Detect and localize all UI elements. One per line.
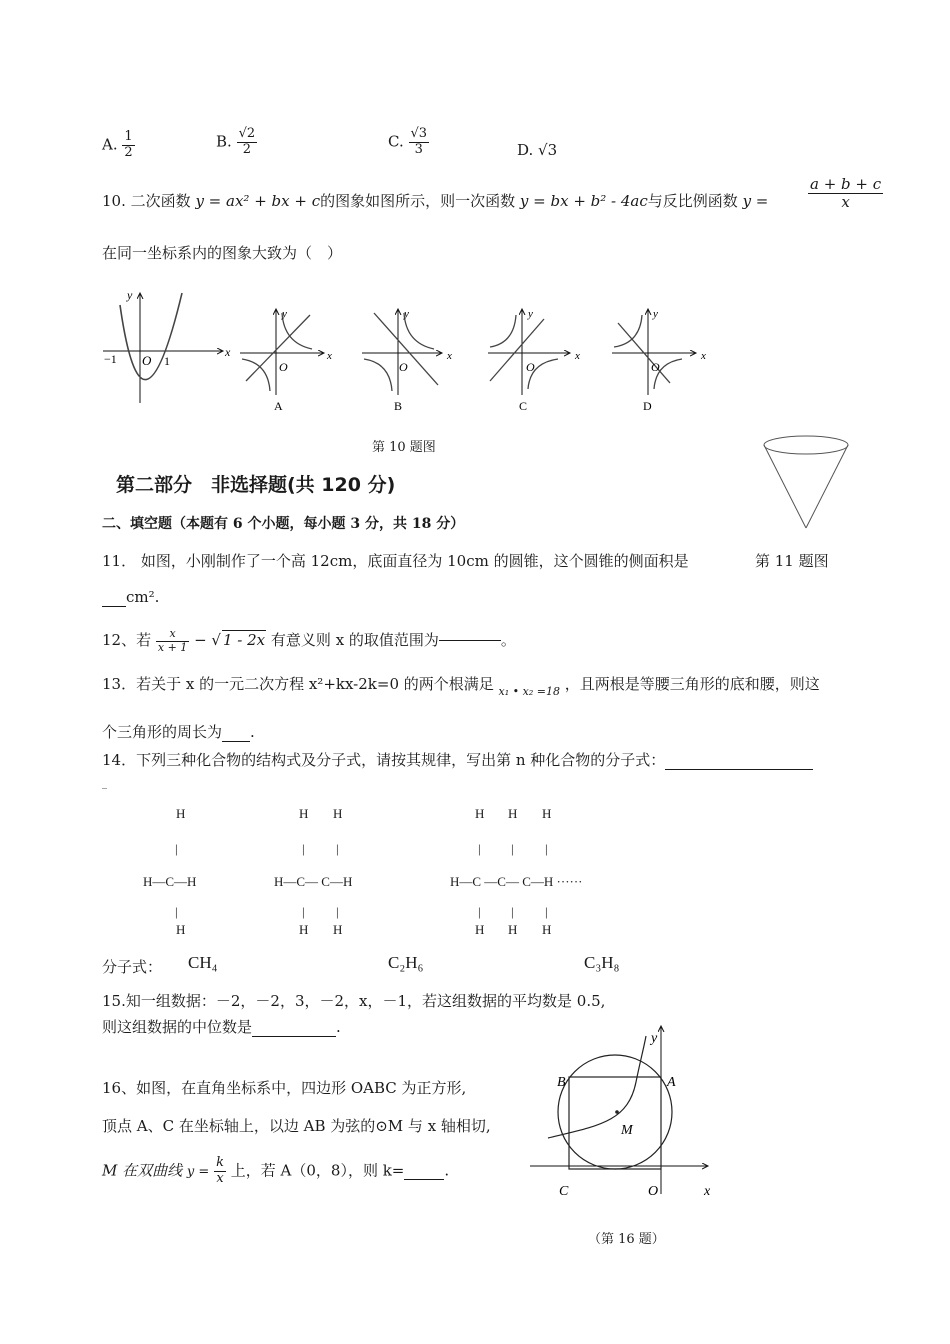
q9-option-c: C. $\frac{√3}{3}$ <box>388 126 428 157</box>
svg-text:O: O <box>142 353 152 368</box>
q16-line3: M 在双曲线 y = $\frac{k}{x}$ 上，若 A（0，8），则 k= . <box>102 1155 450 1186</box>
q10-caption: 第 10 题图 <box>372 440 436 455</box>
svg-text:y: y <box>282 308 287 320</box>
svg-text:x: x <box>447 350 452 362</box>
q11-answer-line: cm². <box>102 588 159 607</box>
c2h6-structure: H—C— C—H <box>274 874 353 889</box>
q12-text: 12、若 $\frac{x}{x + 1}$ − √ 1 - 2x 有意义则 x 的取值范围为 。 <box>102 627 516 654</box>
svg-text:y: y <box>404 308 409 320</box>
tick-1: 1 <box>164 354 170 368</box>
option-c-label: C <box>519 399 528 413</box>
svg-text:M: M <box>621 1123 633 1138</box>
section-heading: 二、填空题（本题有 6 个小题，每小题 3 分，共 18 分） <box>102 516 465 532</box>
svg-text:y: y <box>653 308 658 320</box>
q14-text: 14．下列三种化合物的结构式及分子式，请按其规律，写出第 n 种化合物的分子式： <box>102 749 813 770</box>
q9-option-b: B. $\frac{√2}{2}$ <box>216 126 256 157</box>
parabola-graph <box>103 288 231 403</box>
fraction: $\frac{√3}{3}$ <box>410 126 428 157</box>
cone-figure <box>758 432 858 532</box>
svg-text:O: O <box>648 1184 659 1199</box>
q16-figure <box>528 1022 728 1207</box>
fraction: $\frac{k}{x}$ <box>216 1155 224 1186</box>
answer-blank <box>404 1161 444 1180</box>
q16-line1: 16、如图，在直角坐标系中，四边形 OABC 为正方形, <box>102 1079 467 1097</box>
answer-blank <box>252 1018 336 1037</box>
svg-text:y: y <box>528 308 533 320</box>
answer-blank <box>102 588 126 607</box>
fraction: $\frac{x}{x + 1}$ <box>157 627 188 654</box>
q13-line1: 13．若关于 x 的一元二次方程 x²+kx-2k=0 的两个根满足 $_{x_1 • x_2 =18}$ ，且两根是等腰三角形的底和腰，则这 <box>102 675 820 698</box>
svg-text:O: O <box>399 360 408 374</box>
q15-line1: 15.知一组数据：－2，－2，3，－2，x，－1，若这组数据的平均数是 0.5, <box>102 992 606 1010</box>
option-d-label: D <box>643 399 652 413</box>
q10-stem: 10. 二次函数 y = ax² + bx + c的图象如图所示，则一次函数 y = bx + b² - 4ac与反比例函数 y = <box>102 192 769 210</box>
svg-text:x: x <box>225 345 231 359</box>
svg-text:x: x <box>704 1184 711 1199</box>
q13-condition: x₁ • x₂ =18 <box>498 685 560 698</box>
q10-figure <box>98 285 718 420</box>
answer-blank <box>439 640 501 641</box>
formula-label: 分子式： <box>102 958 163 976</box>
option-b-label: B <box>394 399 403 413</box>
svg-text:y: y <box>127 288 133 302</box>
q10-reciprocal-fraction: $\frac{a + b + c}{x}$ <box>810 175 882 212</box>
q16-caption: （第 16 题） <box>588 1232 665 1247</box>
q11-figure-label: 第 11 题图 <box>755 552 829 570</box>
option-b-graph <box>362 308 452 413</box>
ch4-structure: H—C—H <box>143 874 197 889</box>
svg-text:y: y <box>651 1031 658 1046</box>
svg-text:A: A <box>667 1075 676 1090</box>
option-d-graph <box>612 308 706 413</box>
q9-option-a: A. $\frac{1}{2}$ <box>102 129 133 160</box>
svg-text:O: O <box>279 360 288 374</box>
q16-line2: 顶点 A、C 在坐标轴上，以边 AB 为弦的⊙M 与 x 轴相切, <box>102 1117 491 1135</box>
svg-text:O: O <box>651 360 660 374</box>
q13-line2: 个三角形的周长为 . <box>102 723 255 741</box>
svg-text:B: B <box>557 1075 566 1090</box>
fraction: $\frac{1}{2}$ <box>124 129 133 160</box>
q10-line2: 在同一坐标系内的图象大致为（ ） <box>102 244 343 262</box>
formula-c2h6: C₂H₆ <box>388 953 424 972</box>
formula-c3h8: C₃H₈ <box>584 953 620 972</box>
part2-heading: 第二部分 非选择题(共 120 分) <box>116 474 396 496</box>
answer-blank <box>222 723 250 742</box>
fraction: $\frac{√2}{2}$ <box>238 126 256 157</box>
svg-text:x: x <box>575 350 580 362</box>
svg-text:x: x <box>327 350 332 362</box>
q15-line2: 则这组数据的中位数是 . <box>102 1018 341 1036</box>
q11-text: 11． 如图，小刚制作了一个高 12cm，底面直径为 10cm 的圆锥，这个圆锥的侧面积是 <box>102 552 689 570</box>
option-c-graph <box>488 308 580 413</box>
option-a-graph <box>240 308 332 413</box>
svg-text:C: C <box>559 1184 569 1199</box>
q9-option-d: D. √3 <box>517 141 558 159</box>
svg-text:O: O <box>526 360 535 374</box>
c3h8-structure: H—C —C— C—H ······ <box>450 874 583 889</box>
answer-blank <box>665 751 813 770</box>
tick-neg1: −1 <box>104 352 117 366</box>
option-a-label: A <box>274 399 283 413</box>
svg-text:x: x <box>701 350 706 362</box>
formula-ch4: CH₄ <box>188 953 218 972</box>
